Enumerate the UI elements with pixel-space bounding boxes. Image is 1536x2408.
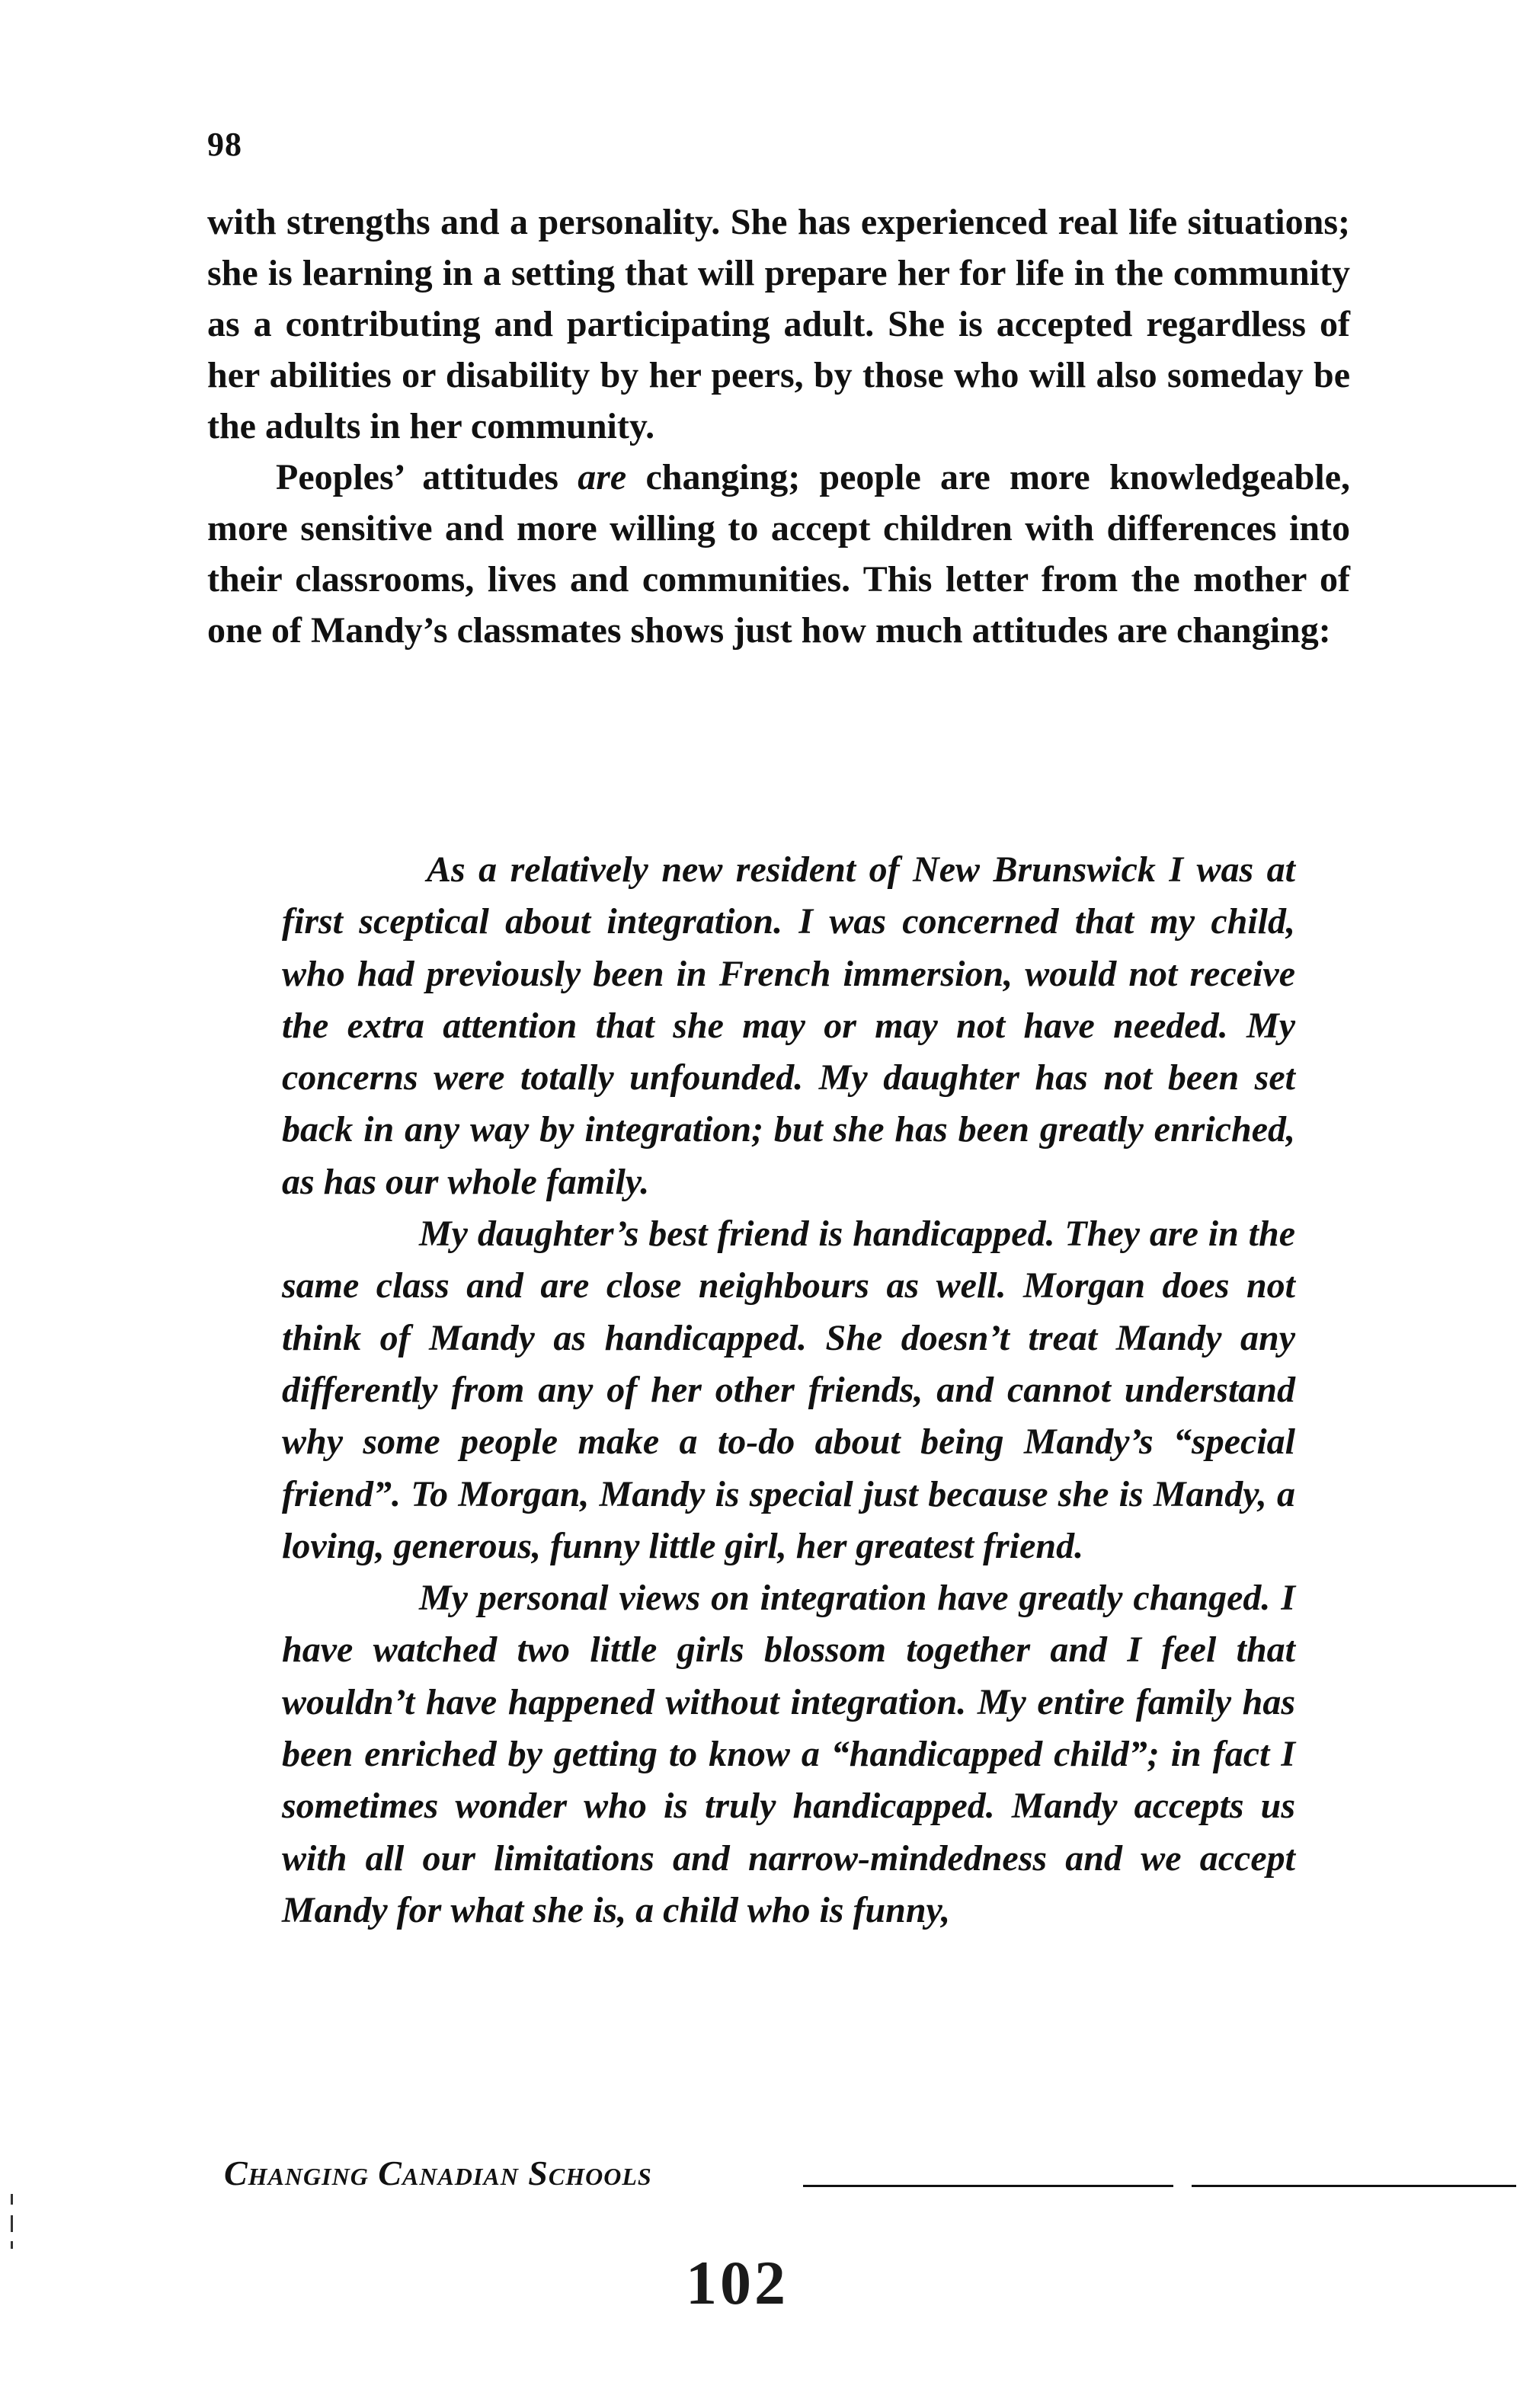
footer-rule <box>803 2185 1173 2187</box>
scan-edge-mark <box>8 2194 17 2255</box>
paragraph: with strengths and a personality. She has experienced real life situations; she is learning in a setting that will prepare her for life in the community as a contributing and participating adult. She is accepted regardless of her abilities or disability by her peers, by those who will also someday be the adults in her community. <box>207 202 1350 446</box>
quote-paragraph: As a relatively new resident of New Brunswick I was at first sceptical about integration. I was concerned that my child, who had previously been in French immersion, would not receive the extra attention that she may or may not have needed. My concerns were totally unfounded. My daughter has not been set back in any way by integration; but she has been greatly enriched, as has our whole family. <box>282 849 1295 1202</box>
paragraph-text: Peoples’ attitudes <box>276 457 578 497</box>
folio-number: 102 <box>686 2248 789 2317</box>
running-footer <box>224 2153 1367 2214</box>
footer-title: Changing Canadian Schools <box>224 2154 652 2192</box>
quote-paragraph: My daughter’s best friend is handicapped. They are in the same class and are close neighbours as well. Morgan does not think of Mandy as handicapped. She doesn’t treat Mandy any differently from any of her other friends, and cannot understand why some people make a to-do about being Mandy’s “special friend”. To Morgan, Mandy is special just because she is Mandy, a loving, generous, funny little girl, her greatest friend. <box>282 1214 1295 1566</box>
body-text <box>207 197 1350 656</box>
paragraph-text: changing; people are more knowledgeable, more sensitive and more willing to accept children with differences into their classrooms, lives and communities. This letter from the mother of one of Mandy’s classmates shows just how much attitudes are changing: <box>207 457 1351 651</box>
footer-rule <box>1192 2185 1516 2187</box>
page-number: 98 <box>207 126 242 163</box>
quote-paragraph: My personal views on integration have greatly changed. I have watched two little girls blossom together and I feel that wouldn’t have happened without integration. My entire family has been enriched by getting to know a “handicapped child”; in fact I sometimes wonder who is truly handicapped. Mandy accepts us with all our limitations and narrow-mindedness and we accept Mandy for what she is, a child who is funny, <box>282 1578 1295 1930</box>
paragraph <box>207 452 1350 656</box>
block-quote <box>282 844 1295 1936</box>
emphasis-text: are <box>578 457 627 497</box>
